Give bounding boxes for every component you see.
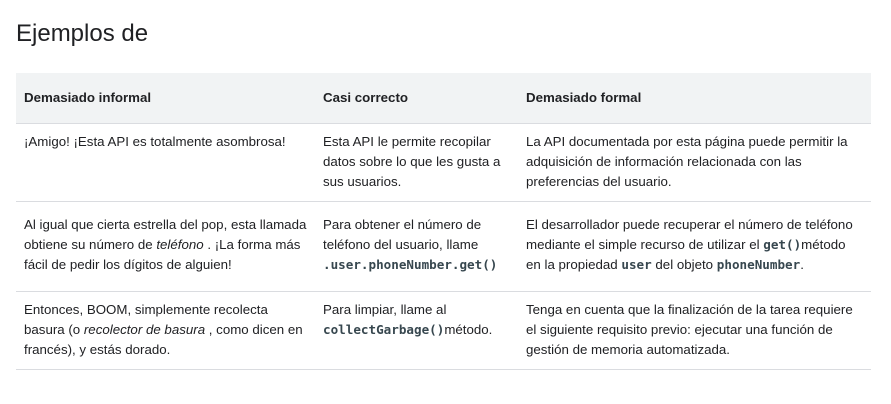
cell-text: Al igual que cierta estrella del pop, esta llamada obtiene su número de	[24, 217, 307, 252]
cell-emphasis: recolector de basura	[83, 322, 206, 337]
code-get: get()	[763, 237, 802, 252]
cell-informal	[16, 292, 315, 370]
cell-text: método en la propiedad	[526, 237, 846, 272]
table-row	[16, 124, 871, 202]
cell-text: del objeto	[651, 257, 717, 272]
cell-emphasis: teléfono	[156, 237, 204, 252]
table-header-row	[16, 73, 871, 124]
cell-text: Para obtener el número de teléfono del usuario, llame	[323, 217, 482, 252]
header-too-formal: Demasiado formal	[518, 73, 871, 124]
cell-informal: ¡Amigo! ¡Esta API es totalmente asombrosa!	[16, 124, 315, 202]
page-title: Ejemplos de	[16, 20, 149, 47]
cell-text: Entonces, BOOM, simplemente recolecta basura (o	[24, 302, 268, 337]
cell-text: Para limpiar, llame al	[323, 302, 447, 317]
code-user: user	[621, 257, 652, 272]
cell-formal: Tenga en cuenta que la finalización de la tarea requiere el siguiente requisito previo: ejecutar una función de gestión de memoria automatizada.	[518, 292, 871, 370]
table-row	[16, 202, 871, 292]
cell-almost-right	[315, 202, 518, 292]
cell-informal	[16, 202, 315, 292]
cell-text: El desarrollador puede recuperar el número de teléfono mediante el simple recurso de utilizar el	[526, 217, 853, 252]
cell-formal: La API documentada por esta página puede permitir la adquisición de información relacionada con las preferencias del usuario.	[518, 124, 871, 202]
cell-text: . ¡La forma más fácil de pedir los dígitos de alguien!	[24, 237, 301, 272]
header-almost-right: Casi correcto	[315, 73, 518, 124]
code-phonenumber: phoneNumber	[716, 257, 801, 272]
code-collectgarbage: collectGarbage()	[323, 322, 445, 337]
header-too-informal: Demasiado informal	[16, 73, 315, 124]
cell-text: .	[800, 257, 804, 272]
examples-table	[16, 73, 871, 370]
cell-almost-right: Esta API le permite recopilar datos sobre lo que les gusta a sus usuarios.	[315, 124, 518, 202]
cell-almost-right	[315, 292, 518, 370]
cell-formal	[518, 202, 871, 292]
table-row	[16, 292, 871, 370]
cell-text: , como dicen en francés), y estás dorado.	[24, 322, 303, 357]
cell-text: método.	[444, 322, 493, 337]
code-user-phonenumber-get: .user.phoneNumber.​get()	[323, 257, 498, 272]
